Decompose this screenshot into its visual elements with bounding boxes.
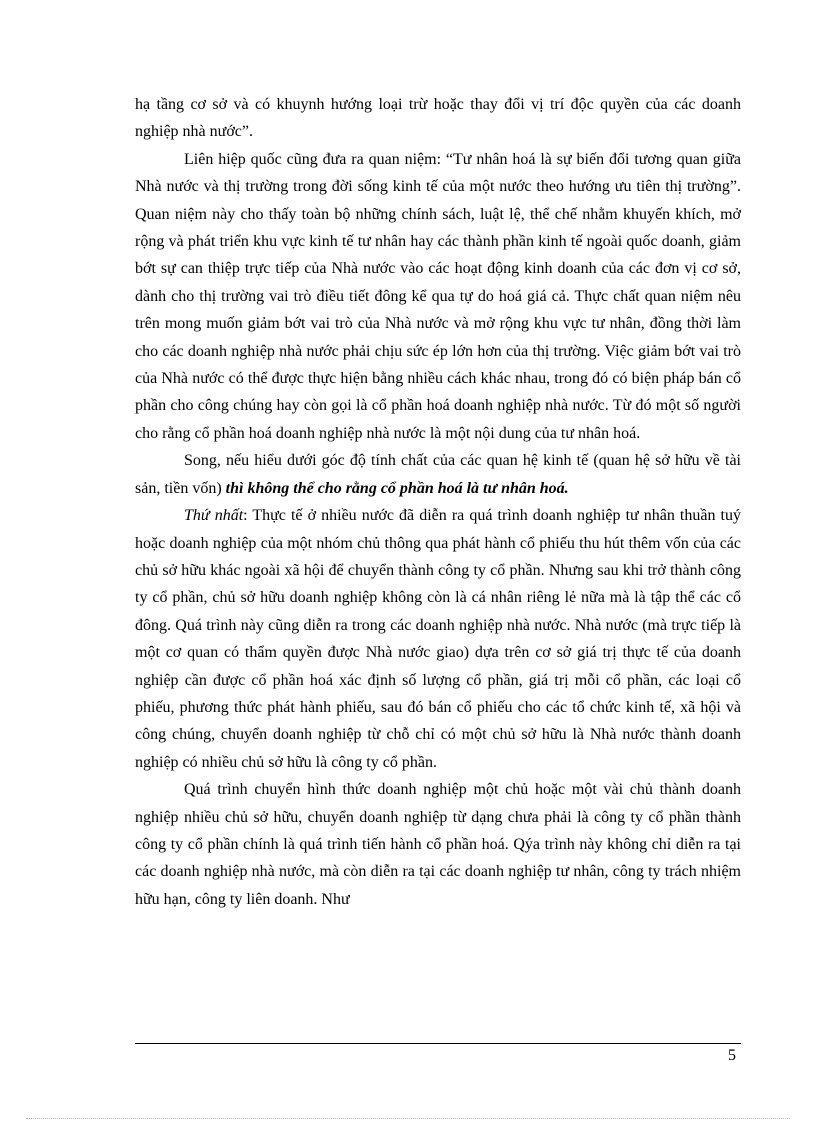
paragraph-1: hạ tầng cơ sở và có khuynh hướng loại trừ hoặc thay đổi vị trí độc quyền của các doanh nghiệp nhà nước”. [135,96,741,141]
page-number: 5 [728,1047,736,1064]
paragraph-2: Liên hiệp quốc cũng đưa ra quan niệm: “Tư nhân hoá là sự biến đổi tương quan giữa Nhà nước và thị trường trong đời sống kinh tế của một nước theo hướng ưu tiên thị trường”. Quan niệm này cho thấy toàn bộ những chính sách, luật lệ, thể chế nhằm khuyến khích, mở rộng và phát triển khu vực kinh tế tư nhân hay các thành phần kinh tế ngoài quốc doanh, giảm bớt sự can thiệp trực tiếp của Nhà nước vào các hoạt động kinh doanh của các đơn vị cơ sở, dành cho thị trường vai trò điều tiết đông kể qua tự do hoá giá cả. Thực chất quan niệm nêu trên mong muốn giảm bớt vai trò của Nhà nước và mở rộng khu vực tư nhân, đồng thời làm cho các doanh nghiệp nhà nước phải chịu sức ép lớn hơn của thị trường. Việc giảm bớt vai trò của Nhà nước có thể được thực hiện bằng nhiều cách khác nhau, trong đó có biện pháp bán cổ phần cho công chúng hay còn gọi là cổ phần hoá doanh nghiệp nhà nước. Từ đó một số người cho rằng cổ phần hoá doanh nghiệp nhà nước là một nội dung của tư nhân hoá. [135,150,741,442]
paragraph-3-emphasis: thì không thể cho rằng cổ phần hoá là tư nhân hoá. [225,479,569,497]
page-bottom-divider [26,1118,790,1119]
paragraph-4 [135,502,741,776]
paragraph-5: Quá trình chuyển hình thức doanh nghiệp một chủ hoặc một vài chủ thành doanh nghiệp nhiều chủ sở hữu, chuyển doanh nghiệp từ dạng chưa phải là công ty cổ phần thành công ty cổ phần chính là quá trình tiến hành cổ phần hoá. Qýa trình này không chỉ diễn ra tại các doanh nghiệp nhà nước, mà còn diễn ra tại các doanh nghiệp tư nhân, công ty trách nhiệm hữu hạn, công ty liên doanh. Như [135,781,741,908]
footer-rule [135,1043,741,1044]
paragraph-3-text: Song, nếu hiểu dưới góc độ tính chất của các quan hệ kinh tế (quan hệ sở hữu về tài sản, tiền vốn) [135,452,741,497]
paragraph-3 [135,447,741,502]
paragraph-4-text: : Thực tế ở nhiều nước đã diễn ra quá trình doanh nghiệp tư nhân thuần tuý hoặc doanh nghiệp của một nhóm chủ thông qua phát hành cổ phiếu thu hút thêm vốn của các chủ sở hữu khác ngoài xã hội để chuyển thành công ty cổ phần. Nhưng sau khi trở thành công ty cổ phần, chủ sở hữu doanh nghiệp không còn là cá nhân riêng lẻ nữa mà là tập thể các cổ đông. Quá trình này cũng diễn ra trong các doanh nghiệp nhà nước. Nhà nước (mà trực tiếp là một cơ quan có thẩm quyền được Nhà nước giao) dựa trên cơ sở giá trị thực tế của doanh nghiệp cần được cổ phần hoá xác định số lượng cổ phần, giá trị mỗi cổ phần, các loại cổ phiếu, phương thức phát hành phiếu, sau đó bán cổ phiếu cho các tổ chức kinh tế, xã hội và công chúng, chuyển doanh nghiệp từ chỗ chỉ có một chủ sở hữu là Nhà nước thành doanh nghiệp có nhiều chủ sở hữu là công ty cổ phần. [135,507,741,771]
body-text [135,91,741,913]
paragraph-4-lead: Thứ nhất [184,507,244,525]
